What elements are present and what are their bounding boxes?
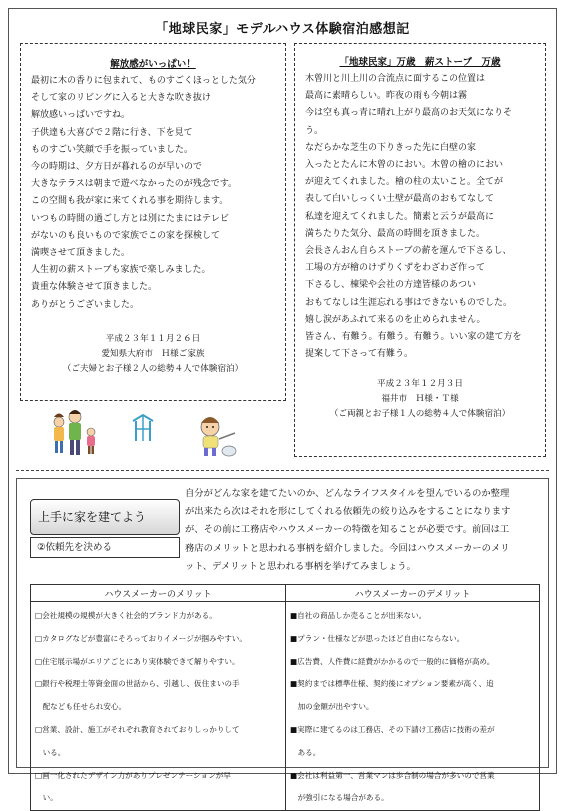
review-line: 満喫させて頂きました。: [31, 248, 131, 259]
child-playing-icon: [201, 417, 236, 456]
review-line: 私達を迎えてくれました。簡素と云うが最高に: [305, 211, 495, 222]
review-box-left: [20, 43, 286, 401]
review-line: がないのも良いもので家族でこの家を探検して: [31, 230, 221, 241]
intro-line: 務店のメリットと思われる事柄を紹介しました。今回はハウスメーカーのメリ: [185, 542, 510, 554]
signature-name: 愛知県大府市 Ｈ様ご家族: [101, 348, 205, 359]
demerit-item: 加の金額が出やすい。: [290, 702, 374, 712]
merit-header: ハウスメーカーのメリット: [31, 585, 286, 602]
signature-date: 平成２３年１２月３日: [377, 379, 463, 390]
merit-demerit-table: [30, 584, 540, 811]
review-line: 解放感いっぱいですね。: [31, 110, 131, 121]
review-line: 会長さんおん自らストーブの薪を運んで下さるし、: [305, 246, 512, 257]
family-illustration: [45, 405, 245, 463]
merit-item: 配なども任せられ安心。: [35, 702, 127, 712]
signature-name: 福井市 Ｈ様・Ｔ様: [381, 394, 459, 405]
review-line: 大きなテラスは朝まで遊べなかったのが残念です。: [31, 179, 238, 190]
intro-line: が出来たら次はそれを形にしてくれる依頼先の絞り込みをすることになります: [185, 506, 511, 518]
demerit-item: ■契約までは標準仕様、契約後にオプション要素が高く、追: [290, 679, 494, 689]
review-line: が迎えてくれました。檜の柱の太いこと。全てが: [305, 177, 504, 188]
review-line: 皆さん、有難う。有難う。有難う。いい家の建て方を: [305, 332, 522, 343]
intro-line: が、その前に工務店やハウスメーカーの特徴を知ることが必要です。前回は工: [185, 524, 510, 536]
merit-item: □営業、設計、施工がそれぞれ教育されておりしっかりして: [35, 724, 240, 734]
signature-note: （ご夫婦とお子様２人の総勢４人で体験宿泊）: [62, 363, 244, 374]
review-line: ものすごい笑顔で手を振っていました。: [31, 144, 194, 155]
review-line: 表して白いしっくい土壁が最高のおもてなして: [305, 194, 495, 205]
column-subtitle-label: ②依頼先を決める: [30, 537, 180, 558]
review-signature-right: [295, 377, 545, 422]
merit-item: い。: [35, 793, 58, 803]
merit-item: □カタログなどが豊富にそろっておりイメージが掴みやすい。: [35, 633, 247, 643]
demerit-item: が強引になる場合がある。: [290, 793, 389, 803]
review-line: 今は空も真っ青に晴れ上がり最高のお天気になりそ: [305, 108, 513, 119]
review-line: この空間も我が家に来てくれる事を期待します。: [31, 196, 229, 207]
demerit-list: [286, 602, 540, 811]
signature-date: 平成２３年１１月２６日: [105, 333, 201, 344]
intro-line: ット、デメリットと思われる事柄を挙げてみましょう。: [185, 560, 416, 572]
demerit-item: ■プラン・仕様などが思ったほど自由にならない。: [290, 633, 465, 643]
review-line: う。: [305, 125, 324, 136]
review-line: 入ったとたんに木曾のにおい。木曾の檜のにおい: [305, 160, 504, 171]
intro-line: 自分がどんな家を建てたいのか、どんなライフスタイルを望んでいるのか整理: [185, 488, 510, 499]
column-title-button: 上手に家を建てよう: [30, 499, 180, 535]
merit-item: □銀行や税理士等資金面の世話から、引越し、仮住まいの手: [35, 679, 240, 689]
demerit-item: ■広告費、人件費に経費がかかるので一般的に価格が高め。: [290, 656, 495, 666]
demerit-item: ■自社の商品しか売ることが出来ない。: [290, 611, 427, 620]
merit-item: □住宅展示場がエリアごとにあり実体験できて解りやすい。: [35, 656, 240, 666]
review-line: 満ちたりた気分、最高の時間を頂きました。: [305, 228, 486, 239]
review-signature-left: [21, 332, 285, 377]
review-line: 貴重な体験させて頂きました。: [31, 282, 158, 293]
review-heading-right: 「地球民家」万歳 薪ストーブ 万歳: [339, 57, 501, 68]
review-line: 工場の方が檜のけずりくずをわざわざ作って: [305, 263, 486, 274]
review-line: 最初に木の香りに包まれて、ものすごくほっとした気分: [31, 76, 256, 86]
review-line: おもてなしは生涯忘れる事はできないものでした。: [305, 297, 513, 308]
merit-list: [31, 602, 286, 811]
signature-note: （ご両親とお子様１人の総勢４人で体験宿泊）: [329, 409, 511, 420]
review-line: 人生初の薪ストーブも家族で楽しみました。: [31, 265, 211, 276]
column-intro-text: [185, 485, 543, 576]
section-divider: [16, 470, 549, 471]
demerit-item: ■会社は利益第一、営業マンは歩合制の場合が多いので営業: [290, 770, 495, 780]
house-frame-icon: [133, 415, 153, 441]
review-line: 子供達も大喜びで２階に行き、下を見て: [31, 127, 193, 138]
review-line: 今の時期は、夕方日が暮れるのが早いので: [31, 162, 203, 173]
review-line: そして家のリビングに入ると大きな吹き抜け: [31, 93, 211, 104]
page-title: 「地球民家」モデルハウス体験宿泊感想記: [155, 22, 410, 37]
review-box-right: [294, 43, 546, 457]
review-body-left: [21, 73, 285, 314]
review-line: いつもの時間の過ごし方とは別にたまにはテレビ: [31, 213, 229, 224]
review-line: 木曾川と川上川の合流点に面するこの位置は: [305, 74, 486, 84]
review-line: 最高に素晴らしい。昨夜の雨も今朝は霧: [305, 91, 468, 102]
demerit-item: ある。: [290, 747, 321, 757]
review-body-right: [295, 71, 545, 363]
merit-item: □画一化されたデザイン力がありプレゼンテーションが早: [35, 770, 231, 780]
review-heading-left: 解放感がいっぱい！: [110, 59, 196, 70]
review-line: 提案して下さって有難う。: [305, 349, 414, 360]
review-line: 嬉し涙があふれて来るのを止められません。: [305, 314, 486, 325]
demerit-item: ■実際に建てるのは工務店、その下請け工務店に技術の差が: [290, 724, 495, 734]
review-line: 下さるし、棟梁や会社の方達皆様のあつい: [305, 280, 477, 291]
merit-item: □会社規模の規模が大きく社会的ブランド力がある。: [35, 611, 217, 620]
demerit-header: ハウスメーカーのデメリット: [286, 585, 540, 602]
review-line: ありがとうございました。: [31, 299, 140, 310]
merit-item: いる。: [35, 747, 66, 757]
family-figures-icon: [54, 410, 95, 455]
review-line: なだらかな芝生の下りきった先に白壁の家: [305, 142, 477, 153]
